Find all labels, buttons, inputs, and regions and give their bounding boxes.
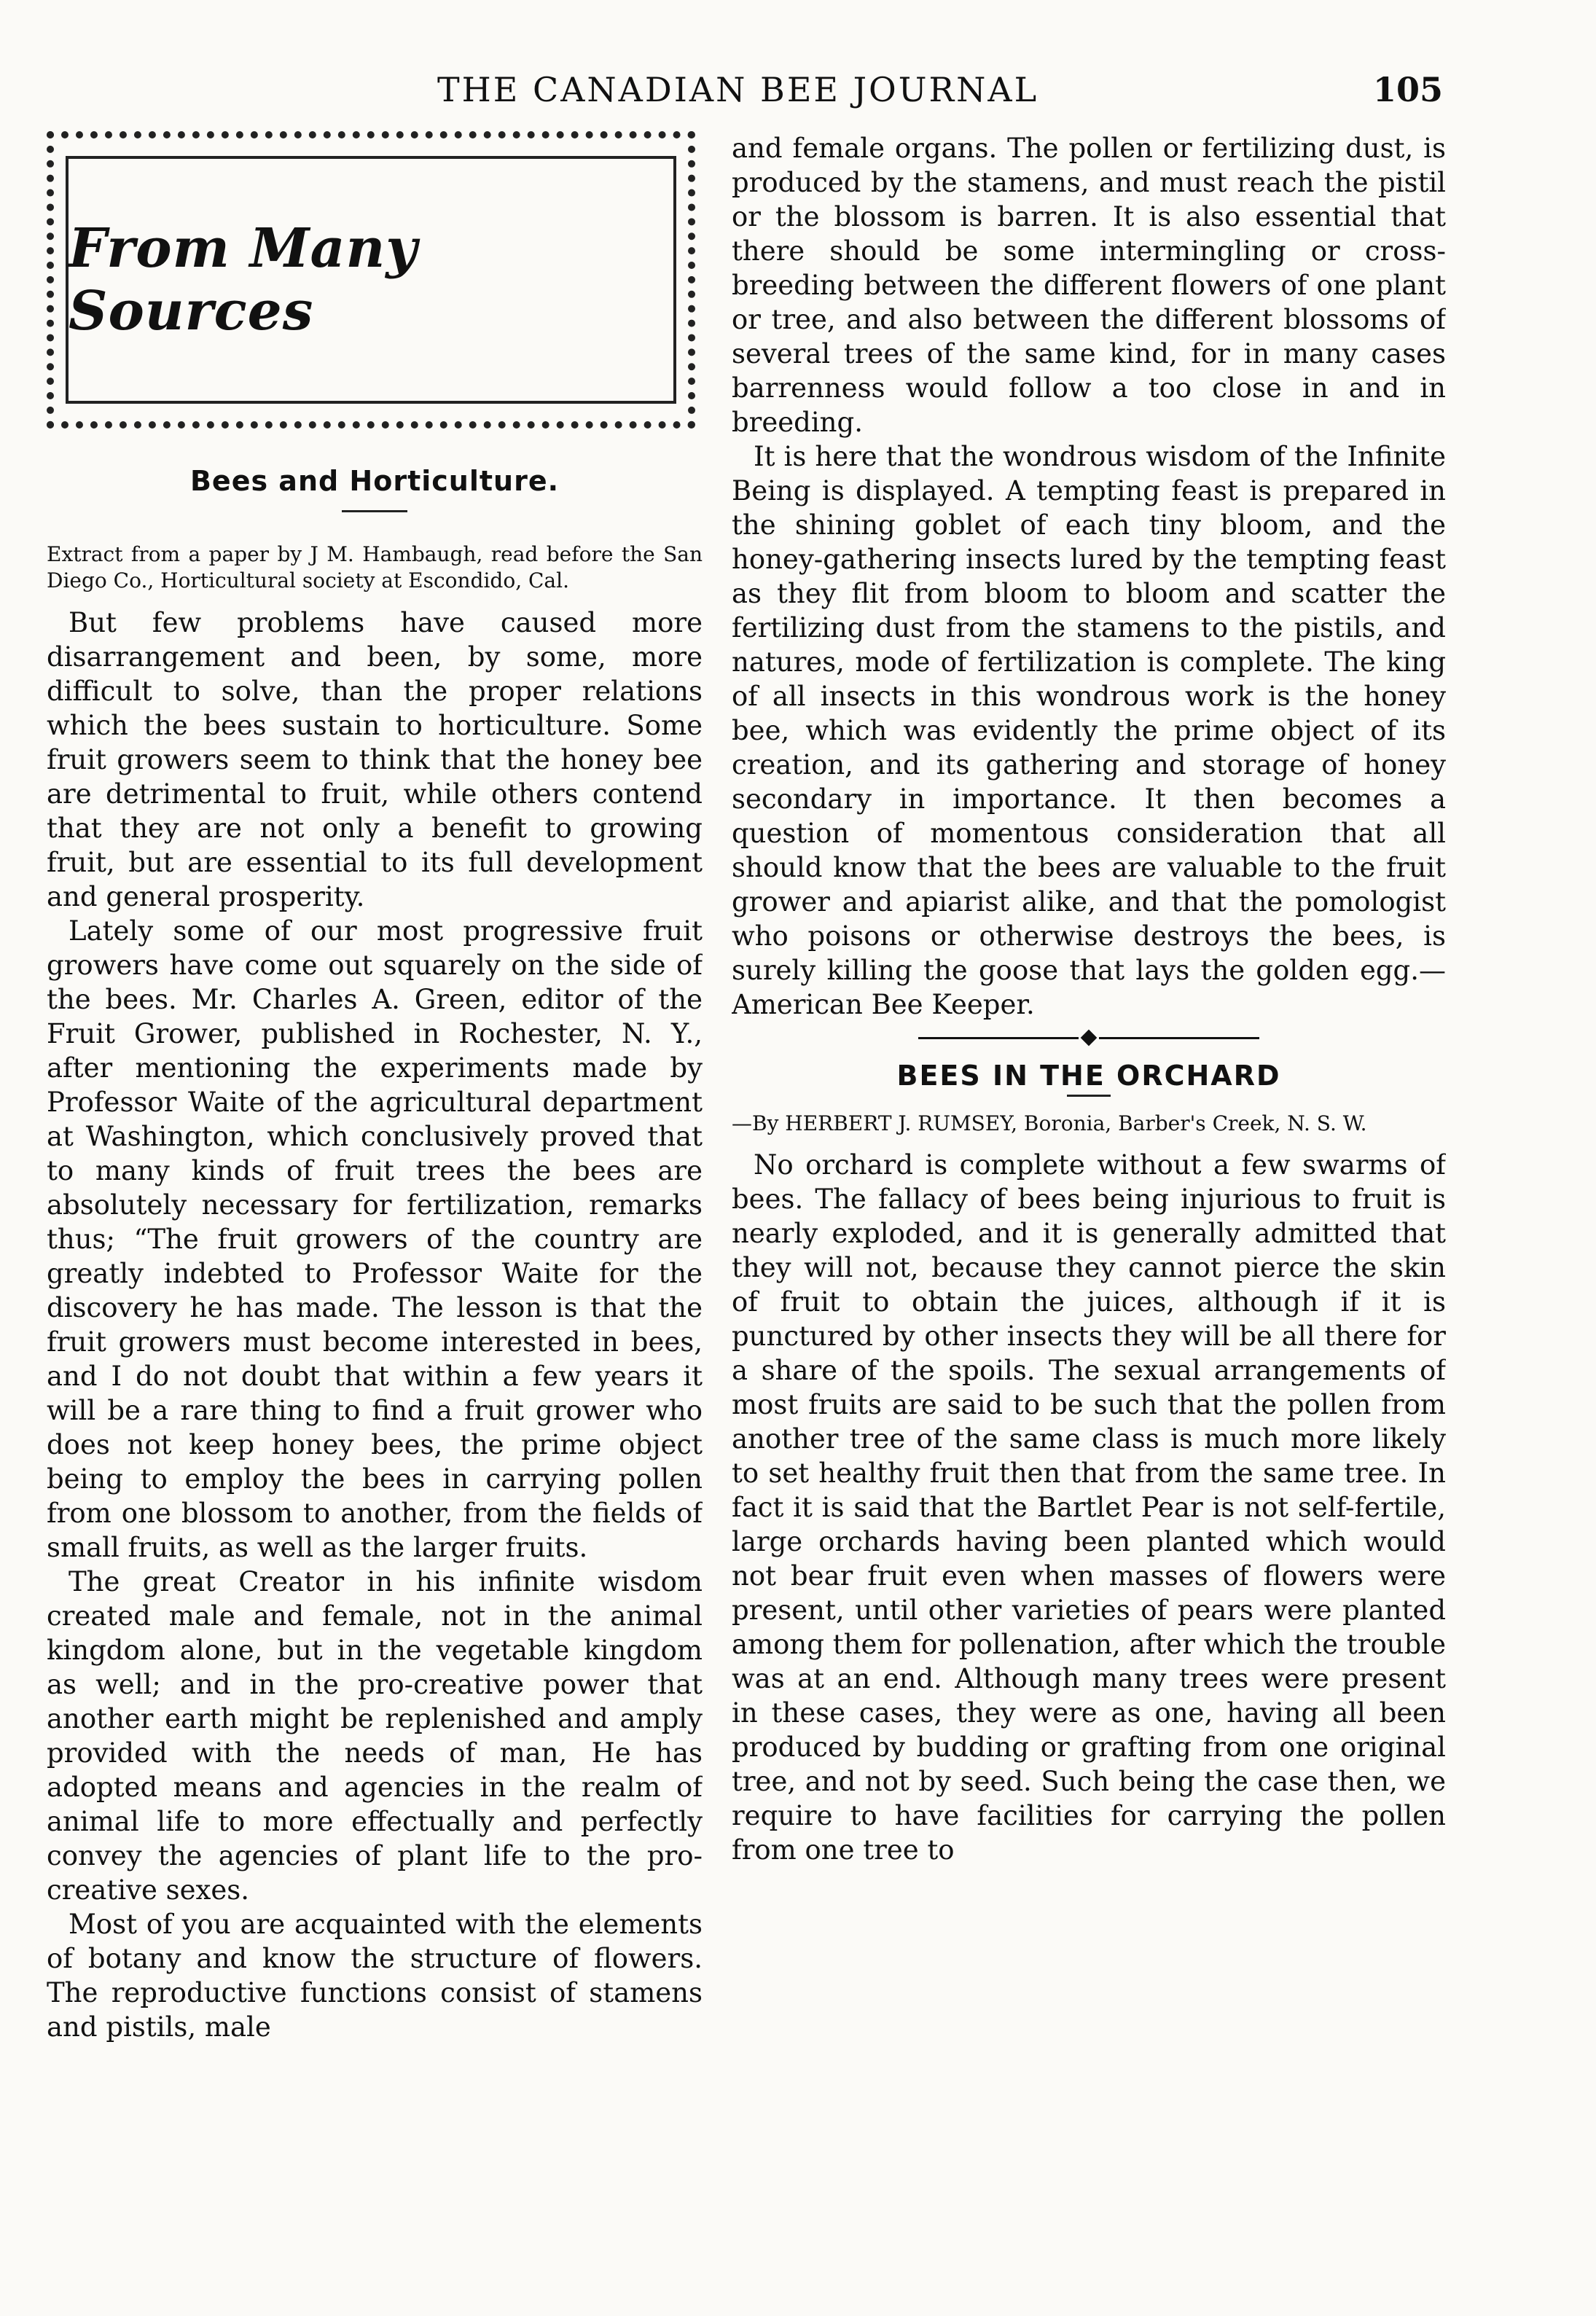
article-paragraph: Most of you are acquainted with the elements of botany and know the structure of flowers. The reproductive functions consist of stamens and pistils, male — [47, 1909, 703, 2043]
article-paragraph: It is here that the wondrous wisdom of the Infinite Being is displayed. A tempting feast is prepared in the shining goblet of each tiny bloom, and the honey-gathering insects lured by the tempting feast as they flit from bloom to bloom and scatter the fertilizing dust from the stamens to the pistils, and natures, mode of fertilization is complete. The king of all insects in this wondrous work is the honey bee, which was evidently the prime object of its creation, and its gathering and storage of honey secondary in importance. It then becomes a question of momentous consideration that all should know that the bees are valuable to the fruit grower and apiarist alike, and that the pomologist who poisons or otherwise destroys the bees, is surely killing the goose that lays the golden egg.—American Bee Keeper. — [732, 441, 1446, 1020]
article-paragraph: But few problems have caused more disarrangement and been, by some, more difficult to solve, than the proper relations which the bees sustain to horticulture. Some fruit growers seem to think that the honey bee are detrimental to fruit, while others contend that they are not only a benefit to growing fruit, but are essential to its full development and general prosperity. — [47, 607, 703, 912]
department-heading-frame — [66, 156, 676, 404]
article-paragraph: The great Creator in his infinite wisdom created male and female, not in the animal kingdom alone, but in the vegetable kingdom as well; and in the pro-creative power that another earth might be replenished and amply provided with the needs of man, He has adopted means and agencies in the realm of animal life to more effectually and perfectly convey the agencies of plant life to the pro-creative sexes. — [47, 1566, 703, 1906]
divider-line — [918, 1037, 1079, 1039]
left-column — [47, 131, 703, 2245]
section-divider — [732, 1032, 1446, 1044]
article-title: Bees and Horticulture. — [189, 465, 560, 497]
title-rule — [1067, 1095, 1111, 1097]
article-paragraph: Lately some of our most progressive fruit growers have come out squarely on the side of the bees. Mr. Charles A. Green, editor of the Fruit Grower, published in Rochester, N. Y., after mentioning the experiments made by Professor Waite of the agricultural department at Washington, which conclusively proved that to many kinds of fruit trees the bees are absolutely necessary for fertilization, remarks thus; “The fruit growers of the country are greatly indebted to Professor Waite for the discovery he has made. The lesson is that the fruit growers must become interested in bees, and I do not doubt that within a few years it will be a rare thing to find a fruit grower who does not keep honey bees, the prime object being to employ the bees in carrying pollen from one blossom to another, from the fields of small fruits, as well as the larger fruits. — [47, 915, 703, 1563]
article-source-note: Extract from a paper by J M. Hambaugh, read before the San Diego Co., Horticultural society at Escondido, Cal. — [47, 542, 703, 592]
page-number: 105 — [1372, 70, 1443, 109]
department-heading-box — [47, 131, 695, 429]
running-title: THE CANADIAN BEE JOURNAL — [437, 70, 1039, 109]
page-header — [0, 70, 1596, 114]
article-paragraph: No orchard is complete without a few swarms of bees. The fallacy of bees being injurious to fruit is nearly exploded, and it is generally admitted that they will not, because they cannot pierce the skin of fruit to obtain the juices, although if it is punctured by other insects they will be all there for a share of the spoils. The sexual arrangements of most fruits are said to be such that the pollen from another tree of the same class is much more likely to set healthy fruit then that from the same tree. In fact it is said that the Bartlet Pear is not self-fertile, large orchards having been planted which would not bear fruit even when masses of flowers were present, until other varieties of pears were planted among them for pollenation, after which the trouble was at an end. Although many trees were present in these cases, they were as one, having all been produced by budding or grafting from one original tree, and not by seed. Such being the case then, we require to have facilities for carrying the pollen from one tree to — [732, 1149, 1446, 1866]
right-column — [732, 131, 1446, 2274]
article-paragraph-continued: and female organs. The pollen or fertilizing dust, is produced by the stamens, and must reach the pistil or the blossom is barren. It is also essential that there should be some intermingling or cross-breeding between the different flowers of one plant or tree, and also between the different blossoms of several trees of the same kind, for in many cases barrenness would follow a too close in and in breeding. — [732, 133, 1446, 438]
divider-ornament — [1081, 1030, 1098, 1046]
divider-line — [1099, 1037, 1259, 1039]
department-title: From Many Sources — [69, 217, 418, 343]
title-rule — [342, 510, 407, 512]
article-byline: —By HERBERT J. RUMSEY, Boronia, Barber's Creek, N. S. W. — [732, 1111, 1367, 1135]
article-title: BEES IN THE ORCHARD — [896, 1060, 1281, 1092]
